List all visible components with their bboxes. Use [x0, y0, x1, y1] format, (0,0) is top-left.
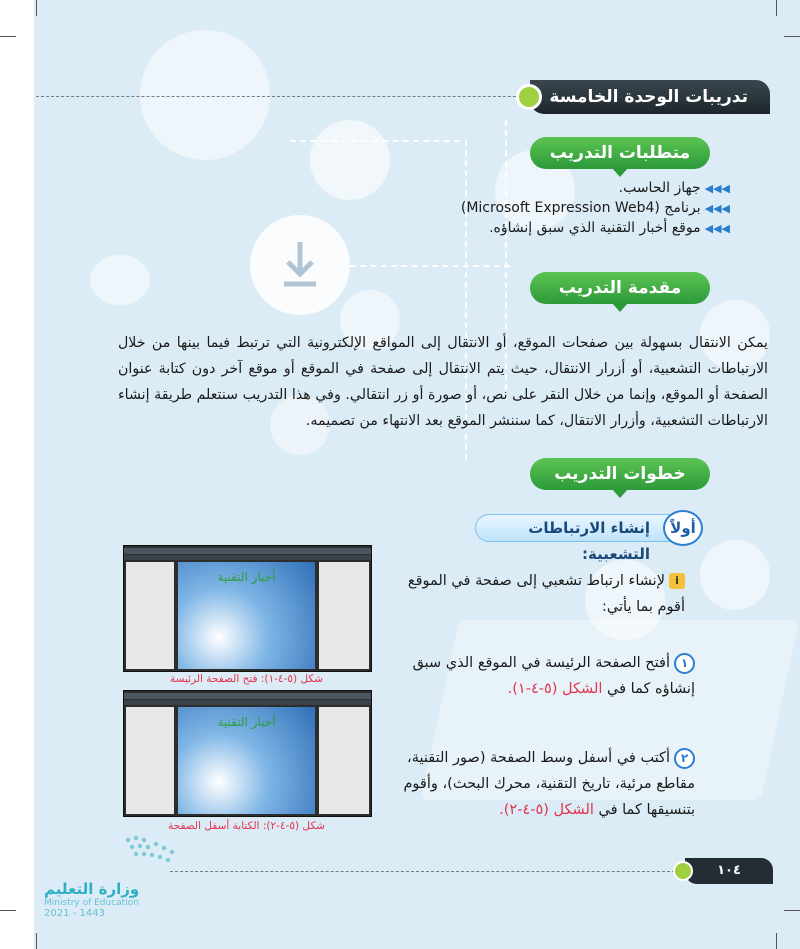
heading-pointer — [612, 303, 628, 312]
bullet-icon: ◀◀◀ — [704, 222, 730, 235]
screenshot-menubar — [124, 693, 371, 699]
crop-mark — [776, 933, 777, 949]
screenshot-right-panel — [319, 562, 369, 669]
crop-mark — [0, 36, 16, 37]
crop-mark — [36, 933, 37, 949]
ministry-logo-text — [44, 880, 164, 919]
ministry-year: 2021 - 1443 — [44, 908, 105, 919]
figure-1-screenshot — [123, 545, 372, 672]
section-first-header — [455, 510, 696, 563]
header-dotted-line — [36, 96, 536, 97]
tip-text: لإنشاء ارتباط تشعبي إلى صفحة في الموقع أقوم بما يأتي: — [407, 573, 685, 615]
ministry-arabic: وزارة التعليم — [44, 880, 140, 898]
screenshot-left-panel — [126, 707, 174, 814]
intro-heading — [530, 272, 710, 304]
tip-line — [395, 568, 685, 620]
section-first-badge: أولاً — [663, 510, 703, 546]
intro-heading-text: مقدمة التدريب — [558, 278, 682, 298]
step-number-icon: ٢ — [674, 748, 695, 769]
footer-dotted-line — [170, 871, 680, 872]
download-arrow-icon — [280, 240, 320, 290]
bullet-icon: ◀◀◀ — [704, 202, 730, 215]
requirement-text: جهاز الحاسب. — [618, 180, 701, 196]
info-icon: i — [669, 573, 685, 589]
requirements-heading — [530, 137, 710, 169]
requirement-item — [489, 220, 730, 236]
crop-mark — [776, 0, 777, 16]
requirement-item — [619, 180, 730, 196]
screenshot-menubar — [124, 548, 371, 554]
requirement-item — [461, 200, 730, 216]
requirement-text: موقع أخبار التقنية الذي سبق إنشاؤه. — [489, 220, 701, 236]
step-1-text: أفتح الصفحة الرئيسة في الموقع الذي سبق إنشاؤه كما في — [412, 655, 695, 697]
bullet-icon: ◀◀◀ — [704, 182, 730, 195]
screenshot-title: أخبار التقنية — [217, 570, 276, 584]
unit-title: تدريبات الوحدة الخامسة — [530, 80, 770, 114]
figure-reference: الشكل (٥-٤-٢). — [499, 802, 594, 818]
steps-heading-text: خطوات التدريب — [554, 464, 686, 484]
step-2 — [395, 745, 695, 823]
screenshot-title: أخبار التقنية — [217, 715, 276, 729]
requirements-heading-text: متطلبات التدريب — [549, 143, 691, 163]
figure-2-screenshot — [123, 690, 372, 817]
decorative-dashed-line — [350, 265, 510, 267]
figure-reference: الشكل (٥-٤-١). — [507, 681, 603, 697]
screenshot-left-panel — [126, 562, 174, 669]
crop-mark — [36, 0, 37, 16]
decorative-dashed-line — [290, 140, 460, 142]
page-number: ١٠٤ — [685, 858, 773, 884]
cup-icon — [90, 255, 150, 305]
crop-mark — [0, 910, 16, 911]
cart-icon — [140, 30, 270, 160]
skype-icon — [700, 540, 770, 610]
screenshot-right-panel — [319, 707, 369, 814]
thumbs-up-icon — [310, 120, 390, 200]
steps-heading — [530, 458, 710, 490]
figure-1-caption: شكل (٥-٤-١): فتح الصفحة الرئيسة — [169, 673, 324, 685]
heading-pointer — [612, 168, 628, 177]
section-first-title: إنشاء الارتباطات التشعبية: — [475, 514, 695, 542]
ministry-dots-logo — [120, 830, 180, 875]
ministry-english: Ministry of Education — [44, 898, 139, 908]
crop-mark — [784, 36, 800, 37]
screenshot-toolbar — [124, 700, 371, 705]
figure-2-caption: شكل (٥-٤-٢): الكتابة أسفل الصفحة — [168, 820, 325, 832]
crop-mark — [784, 910, 800, 911]
screenshot-toolbar — [124, 555, 371, 560]
step-number-icon: ١ — [674, 653, 695, 674]
step-2-text: أكتب في أسفل وسط الصفحة (صور التقنية، مقاطع مرئية، تاريخ التقنية، محرك البحث)، وأقوم بتنسيقها كما في — [403, 750, 695, 818]
requirement-text: برنامج (Microsoft Expression Web4) — [460, 200, 701, 216]
heading-pointer — [612, 489, 628, 498]
step-1 — [395, 650, 695, 702]
intro-paragraph: يمكن الانتقال بسهولة بين صفحات الموقع، أو الانتقال إلى المواقع الإلكترونية التي ترتبط فيما بينها من خلال الارتباطات التشعبية، أو أزرار الانتقال، حيث يتم الانتقال إلى صفحة في الموقع أو موقع آخر دون كتابة عنوان الصفحة أو الموقع، وإنما من خلال النقر على نص، أو صورة أو زر انتقالي. وفي هذا التدريب سنتعلم طريقة إنشاء الارتباطات التشعبية، وأزرار الانتقال، كما سننشر الموقع بعد الانتهاء من تصميمه. — [118, 335, 768, 429]
